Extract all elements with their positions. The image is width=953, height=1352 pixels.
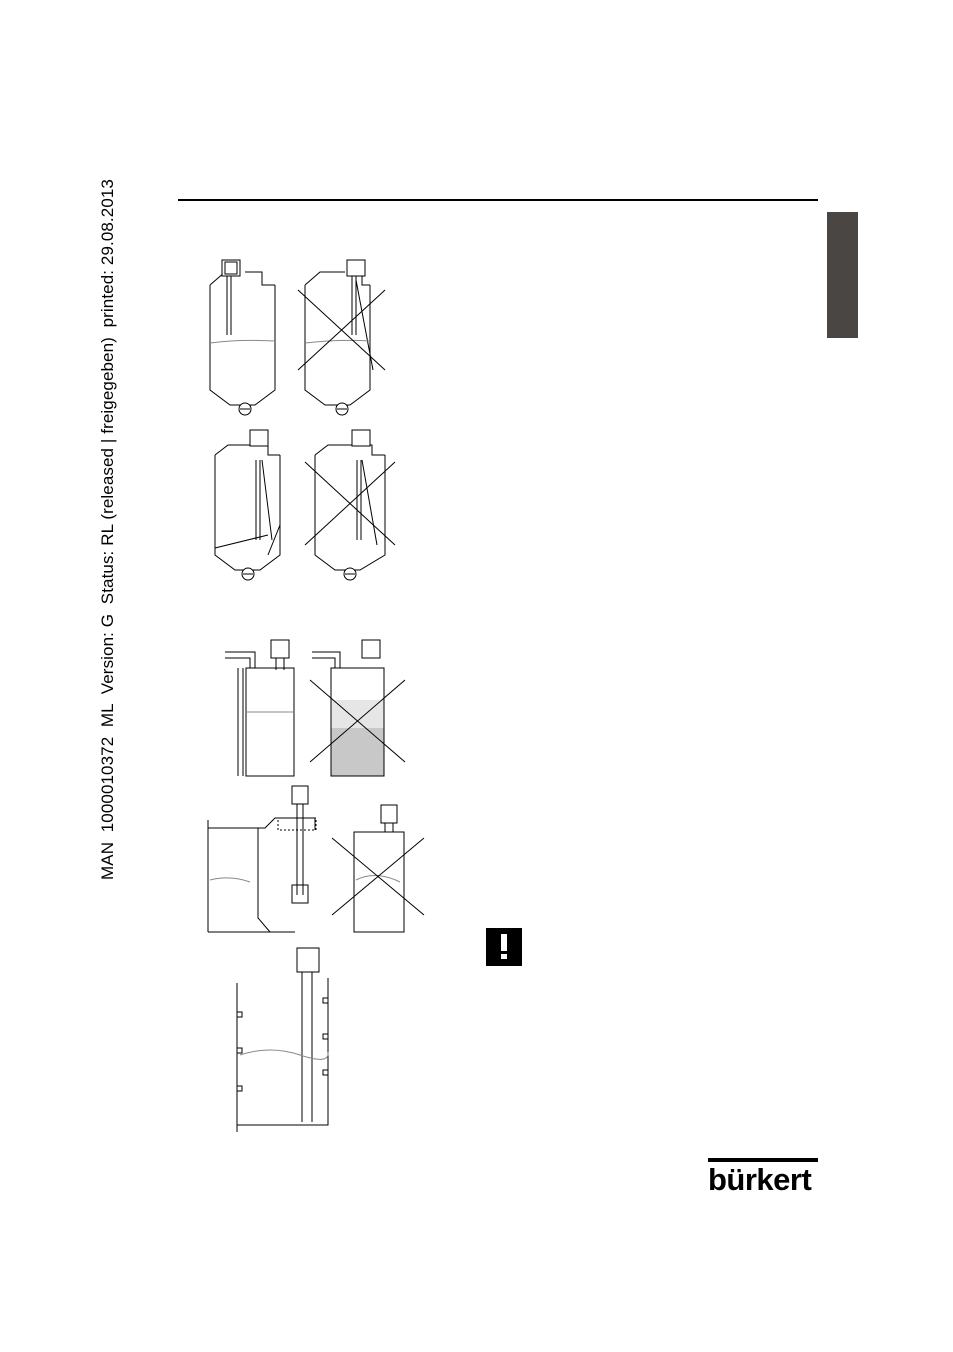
mounting-correct-icon — [210, 260, 275, 415]
mounting-correct-icon — [225, 640, 294, 776]
document-control-info: MAN 1000010372 ML Version: G Status: RL (released | freigegeben) printed: 29.08.2013 — [98, 179, 117, 880]
mounting-incorrect-icon — [298, 260, 385, 415]
mounting-incorrect-icon — [310, 640, 405, 776]
mounting-correct-icon — [237, 948, 328, 1132]
mounting-correct-icon — [208, 786, 316, 932]
brand-name: bürkert — [708, 1162, 812, 1197]
mounting-correct-icon — [215, 430, 280, 580]
mounting-incorrect-icon — [332, 805, 424, 932]
mounting-incorrect-icon — [305, 430, 395, 580]
